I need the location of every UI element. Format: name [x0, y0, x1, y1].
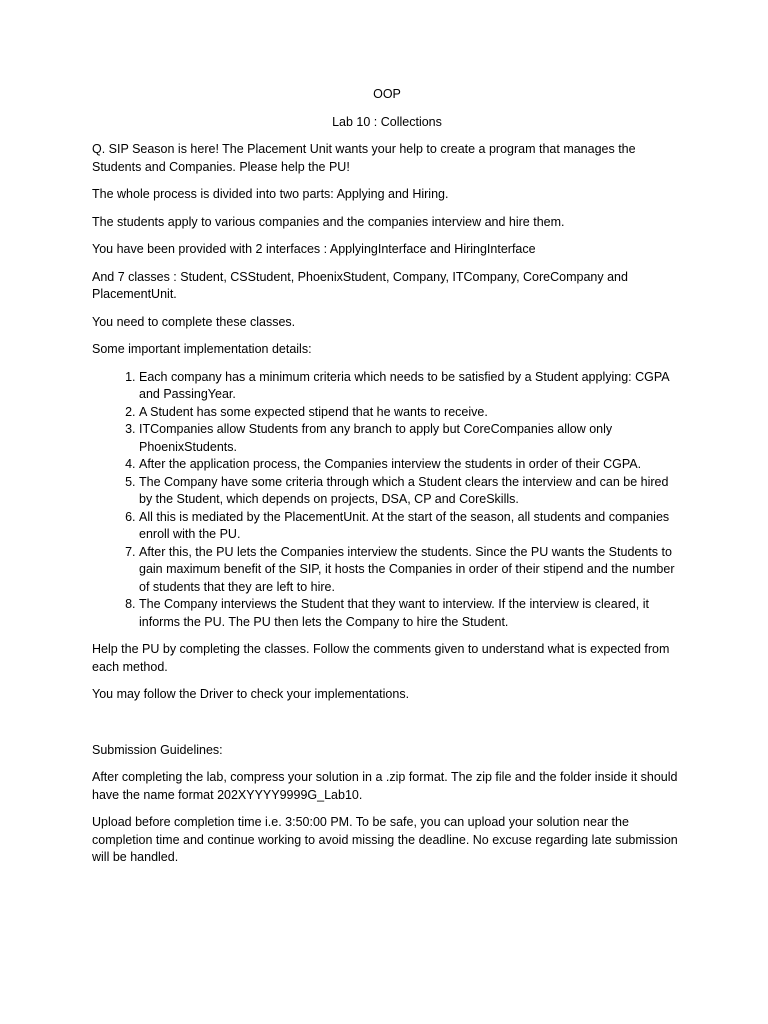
- intro-paragraph: And 7 classes : Student, CSStudent, PhoenixStudent, Company, ITCompany, CoreCompany and PlacementUnit.: [92, 269, 628, 301]
- document-title: OOP: [373, 87, 401, 101]
- detail-item: 6. All this is mediated by the PlacementUnit. At the start of the season, all students and companies enroll with the PU.: [139, 509, 682, 544]
- intro-paragraph: You need to complete these classes.: [92, 314, 296, 329]
- detail-item: 7. After this, the PU lets the Companies interview the students. Since the PU wants the Students to gain maximum benefit of the SIP, it hosts the Companies in order of their stipend and the number of students that they are left to hire.: [139, 544, 682, 597]
- document-page: [92, 86, 682, 877]
- intro-paragraph: Some important implementation details:: [92, 342, 312, 356]
- intro-paragraph: The students apply to various companies and the companies interview and hire them.: [92, 214, 565, 229]
- detail-item: 3. ITCompanies allow Students from any branch to apply but CoreCompanies allow only PhoenixStudents.: [139, 421, 682, 456]
- detail-item: 2. A Student has some expected stipend that he wants to receive.: [139, 404, 682, 422]
- closing-paragraph: You may follow the Driver to check your implementations.: [92, 687, 410, 701]
- closing-paragraph: Help the PU by completing the classes. Follow the comments given to understand what is expected from each method.: [92, 642, 670, 674]
- section-spacer: [92, 714, 682, 742]
- document-subtitle: Lab 10 : Collections: [332, 114, 442, 129]
- detail-item: 1. Each company has a minimum criteria which needs to be satisfied by a Student applying: CGPA and PassingYear.: [139, 369, 682, 404]
- detail-item: 8. The Company interviews the Student that they want to interview. If the interview is cleared, it informs the PU. The PU then lets the Company to hire the Student.: [139, 596, 682, 631]
- detail-item: 5. The Company have some criteria through which a Student clears the interview and can be hired by the Student, which depends on projects, DSA, CP and CoreSkills.: [139, 474, 682, 509]
- submission-paragraph: After completing the lab, compress your solution in a .zip format. The zip file and the folder inside it should have the name format 202XYYYY9999G_Lab10.: [92, 770, 678, 802]
- submission-heading: Submission Guidelines:: [92, 742, 223, 757]
- intro-paragraph: You have been provided with 2 interfaces : ApplyingInterface and HiringInterface: [92, 242, 536, 256]
- intro-paragraph: Q. SIP Season is here! The Placement Unit wants your help to create a program that manages the Students and Companies. Please help the PU!: [92, 142, 636, 174]
- implementation-details-list: [92, 369, 682, 632]
- intro-paragraph: The whole process is divided into two parts: Applying and Hiring.: [92, 187, 449, 201]
- detail-item: 4. After the application process, the Companies interview the students in order of their CGPA.: [139, 456, 682, 474]
- submission-paragraph: Upload before completion time i.e. 3:50:00 PM. To be safe, you can upload your solution near the completion time and continue working to avoid missing the deadline. No excuse regarding late submission will be handled.: [92, 815, 678, 864]
